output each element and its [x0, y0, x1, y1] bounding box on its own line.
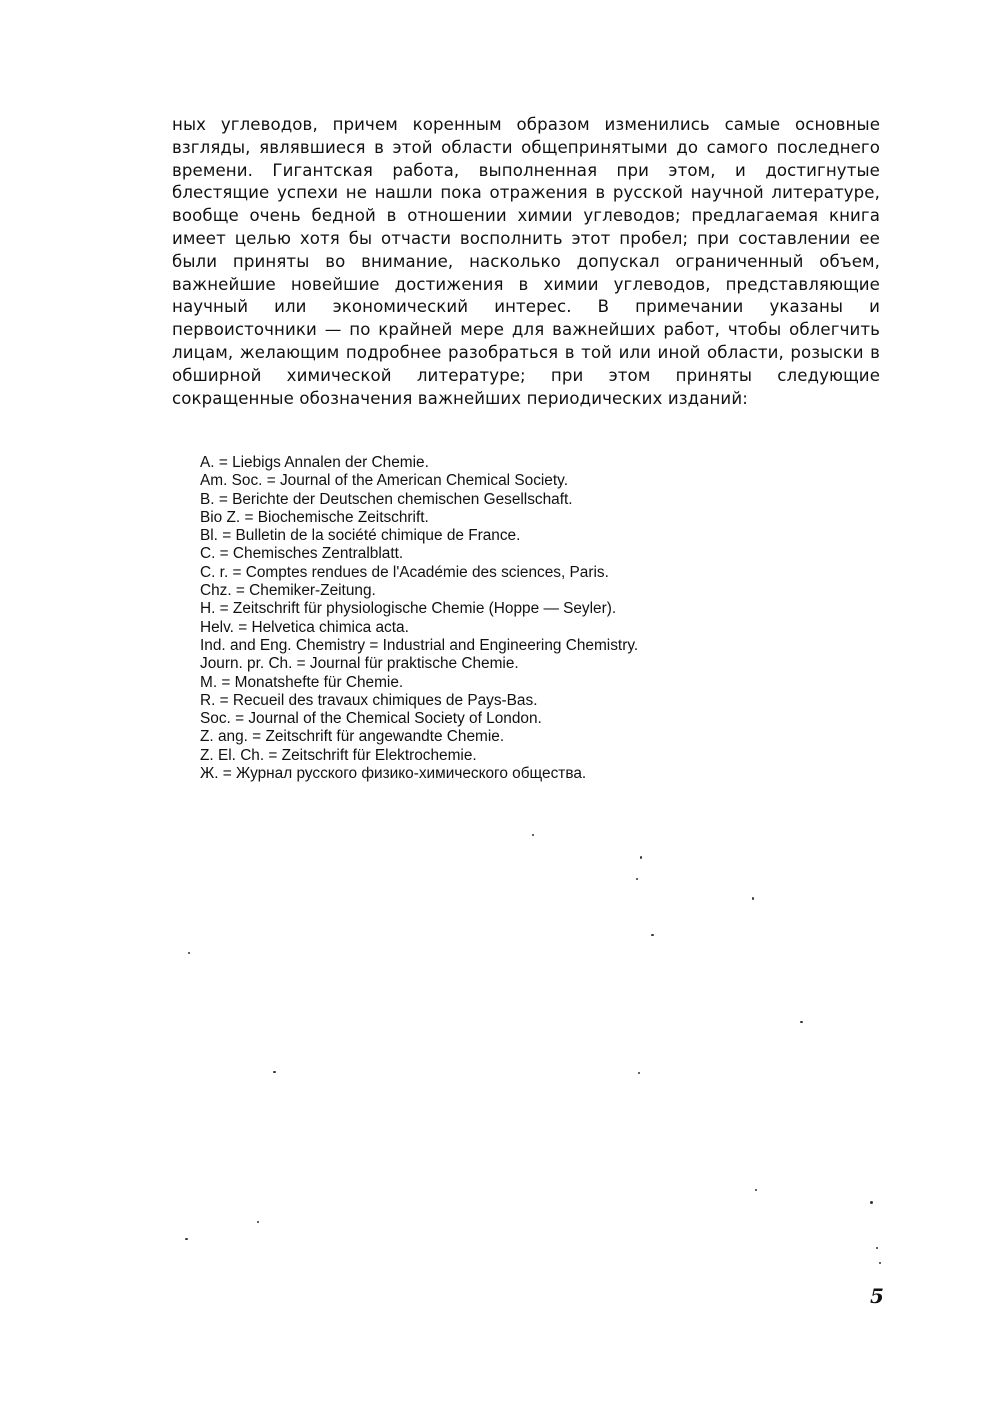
abbreviation-item: H. = Zeitschrift für physiologische Chemie (Hoppe — Seyler). — [200, 600, 617, 618]
abbreviation-item: Ж. = Журнал русского физико-химического общества. — [200, 765, 587, 783]
scan-speck — [188, 952, 190, 954]
abbreviation-item: Journ. pr. Ch. = Journal für praktische Chemie. — [200, 655, 519, 673]
abbreviation-item: B. = Berichte der Deutschen chemischen Gesellschaft. — [200, 490, 573, 508]
page-number: 5 — [870, 1284, 884, 1308]
abbreviation-list — [200, 454, 840, 783]
scan-speck — [273, 1071, 276, 1073]
abbreviation-item: Chz. = Chemiker-Zeitung. — [200, 582, 376, 600]
scan-speck — [638, 1072, 640, 1074]
abbreviation-item: Soc. = Journal of the Chemical Society of London. — [200, 710, 542, 728]
scan-speck — [752, 897, 754, 900]
abbreviation-item: M. = Monatshefte für Chemie. — [200, 673, 404, 691]
scan-speck — [870, 1201, 873, 1204]
abbreviation-item: A. = Liebigs Annalen der Chemie. — [200, 454, 429, 471]
scan-speck — [532, 834, 534, 836]
abbreviation-item: C. = Chemisches Zentralblatt. — [200, 545, 404, 563]
abbreviation-item: Bl. = Bulletin de la société chimique de France. — [200, 527, 521, 545]
scan-speck — [800, 1021, 803, 1023]
scan-speck — [257, 1221, 259, 1223]
scan-speck — [879, 1262, 881, 1264]
abbreviation-item: Helv. = Helvetica chimica acta. — [200, 618, 409, 636]
scan-speck — [636, 878, 638, 880]
abbreviation-item: Am. Soc. = Journal of the American Chemical Society. — [200, 472, 568, 490]
scan-speck — [651, 934, 654, 936]
abbreviation-item: Bio Z. = Biochemische Zeitschrift. — [200, 508, 429, 526]
body-paragraph: ных углеводов, причем коренным образом изменились самые основные взгляды, являвшиеся в этой области общепринятыми до самого последнего времени. Гигантская работа, выполненная при этом, и достигнутые блестящие успехи не нашли пока отражения в русской научной литературе, вообще очень бедной в отношении химии углеводов; предлагаемая книга имеет целью хотя бы отчасти восполнить этот пробел; при составлении ее были приняты во внимание, насколько допускал ограниченный объем, важнейшие новейшие достижения в химии углеводов, представляющие научный или экономический интерес. В примечании указаны и первоисточники — по крайней мере для важнейших работ, чтобы облегчить лицам, желающим подробнее разобраться в той или иной области, розыски в обширной химической литературе; при этом приняты следующие сокращенные обозначения важнейших периодических изданий: — [172, 115, 880, 408]
scan-speck — [640, 856, 642, 859]
abbreviation-item: Z. El. Ch. = Zeitschrift für Elektrochemie. — [200, 746, 477, 764]
abbreviation-item: Ind. and Eng. Chemistry = Industrial and Engineering Chemistry. — [200, 636, 639, 654]
abbreviation-item: Z. ang. = Zeitschrift für angewandte Chemie. — [200, 728, 505, 746]
abbreviation-item: C. r. = Comptes rendues de l'Académie des sciences, Paris. — [200, 563, 609, 581]
abbreviation-item: R. = Recueil des travaux chimiques de Pays-Bas. — [200, 691, 538, 709]
scan-speck — [876, 1247, 878, 1249]
scan-speck — [185, 1238, 188, 1240]
scan-speck — [755, 1189, 757, 1191]
